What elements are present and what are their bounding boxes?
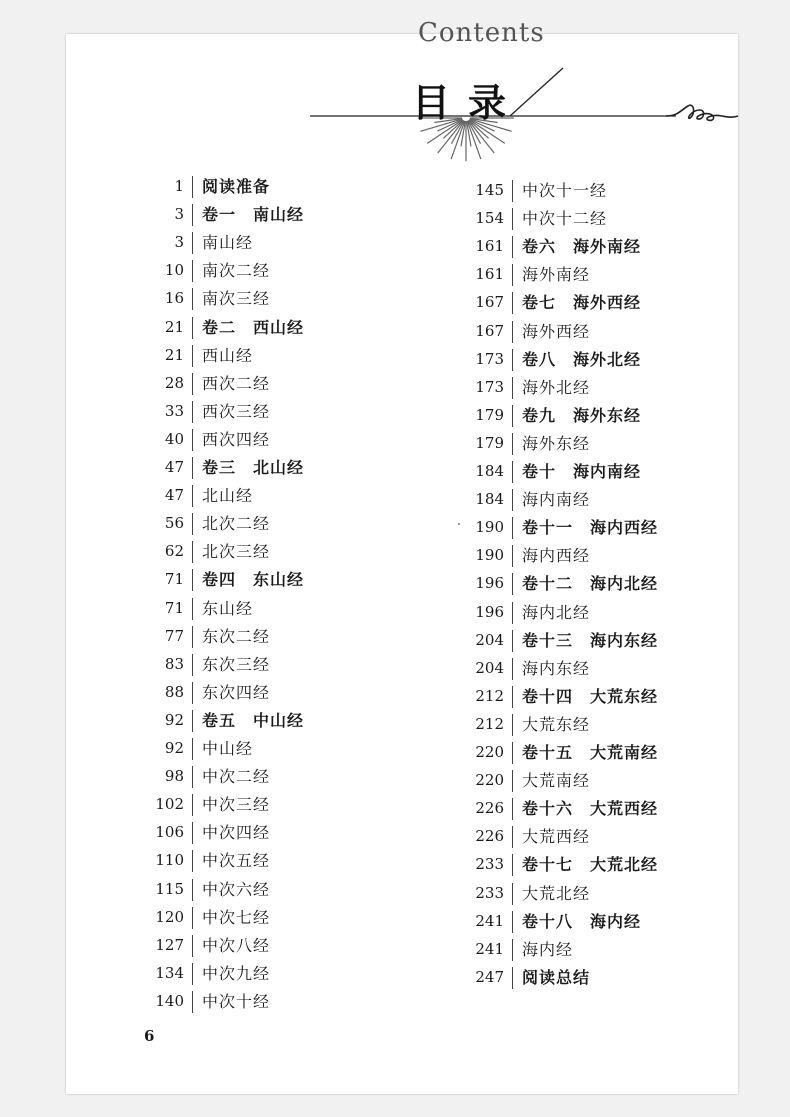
toc-page-number: 21 [164, 317, 184, 336]
toc-entry [444, 431, 704, 459]
toc-entry [126, 680, 386, 708]
toc-page-number: 71 [164, 598, 184, 617]
toc-title: 中次四经 [202, 823, 271, 843]
toc-entry [444, 234, 704, 262]
toc-page-number: 134 [155, 963, 184, 982]
toc-entry [444, 459, 704, 487]
toc-entry [126, 961, 386, 989]
toc-entry [444, 515, 704, 543]
toc-entry [126, 174, 386, 202]
toc-title: 卷九 海外东经 [522, 405, 642, 425]
toc-page-number: 204 [475, 630, 504, 649]
toc-entry [444, 571, 704, 599]
toc-separator [192, 485, 193, 507]
toc-entry [126, 286, 386, 314]
toc-separator [512, 405, 513, 427]
toc-entry [444, 600, 704, 628]
toc-entry [444, 543, 704, 571]
toc-title: 卷五 中山经 [202, 710, 305, 730]
toc-page-number: 179 [475, 433, 504, 452]
toc-entry [444, 206, 704, 234]
toc-entry [444, 824, 704, 852]
toc-page-number: 40 [164, 429, 184, 448]
toc-title: 北山经 [202, 486, 254, 506]
toc-separator [192, 850, 193, 872]
toc-separator [512, 292, 513, 314]
toc-page-number: 83 [164, 654, 184, 673]
toc-page-number: 16 [164, 289, 184, 308]
toc-entry [126, 371, 386, 399]
toc-title: 卷十七 大荒北经 [522, 855, 659, 875]
contents-heading-english: Contents [418, 18, 545, 48]
toc-title: 南山经 [202, 233, 254, 253]
toc-separator [512, 236, 513, 258]
toc-separator [512, 854, 513, 876]
toc-page-number: 127 [155, 935, 184, 954]
toc-separator [512, 349, 513, 371]
toc-entry [126, 202, 386, 230]
toc-entry [126, 933, 386, 961]
toc-title: 东次三经 [202, 654, 271, 674]
toc-separator [512, 180, 513, 202]
toc-entry [126, 624, 386, 652]
toc-title: 中次三经 [202, 795, 271, 815]
toc-separator [192, 654, 193, 676]
toc-entry [126, 764, 386, 792]
toc-title: 卷十八 海内经 [522, 911, 642, 931]
toc-title: 海外西经 [522, 321, 591, 341]
toc-title: 海外北经 [522, 377, 591, 397]
toc-separator [192, 232, 193, 254]
toc-page-number: 233 [475, 883, 504, 902]
toc-title: 大荒南经 [522, 771, 591, 791]
toc-separator [512, 826, 513, 848]
toc-entry [126, 652, 386, 680]
toc-entry [126, 877, 386, 905]
toc-title: 中次九经 [202, 963, 271, 983]
toc-entry [126, 905, 386, 933]
toc-page-number: 71 [164, 570, 184, 589]
toc-separator [192, 991, 193, 1013]
toc-title: 西次三经 [202, 401, 271, 421]
toc-separator [512, 883, 513, 905]
toc-entry [126, 427, 386, 455]
toc-page-number: 196 [475, 574, 504, 593]
toc-separator [192, 794, 193, 816]
toc-title: 卷十 海内南经 [522, 462, 642, 481]
toc-page-number: 21 [164, 345, 184, 364]
toc-title: 西山经 [202, 345, 254, 365]
toc-title: 北次二经 [202, 514, 271, 534]
toc-entry [444, 403, 704, 431]
toc-separator [192, 288, 193, 310]
toc-page-number: 1 [174, 177, 184, 195]
toc-title: 卷七 海外西经 [522, 293, 642, 313]
toc-title: 卷十一 海内西经 [522, 518, 659, 538]
toc-page-number: 173 [475, 377, 504, 396]
toc-entry [444, 347, 704, 375]
toc-separator [512, 545, 513, 567]
toc-entry [444, 796, 704, 824]
toc-title: 南次二经 [202, 261, 271, 281]
print-speck [458, 523, 460, 525]
toc-entry [126, 539, 386, 567]
toc-page-number: 115 [155, 879, 184, 898]
toc-separator [192, 429, 193, 451]
toc-title: 中次五经 [202, 851, 271, 871]
toc-page-number: 92 [164, 739, 184, 757]
toc-entry [126, 455, 386, 483]
toc-page-number: 212 [475, 714, 504, 733]
toc-entry [126, 343, 386, 371]
toc-entry [444, 937, 704, 965]
page-number: 6 [144, 1027, 155, 1045]
toc-entry [444, 375, 704, 403]
toc-title: 中山经 [202, 739, 254, 758]
toc-separator [192, 317, 193, 339]
toc-separator [192, 682, 193, 704]
toc-separator [192, 822, 193, 844]
toc-entry [126, 848, 386, 876]
book-page [66, 18, 738, 1094]
toc-title: 西次二经 [202, 373, 271, 393]
toc-page-number: 98 [164, 767, 184, 786]
toc-separator [512, 602, 513, 624]
toc-entry [444, 656, 704, 684]
toc-entry [444, 768, 704, 796]
toc-page-number: 212 [475, 686, 504, 705]
toc-page-number: 241 [475, 939, 504, 958]
toc-title: 大荒东经 [522, 714, 591, 734]
toc-page-number: 33 [164, 401, 184, 420]
toc-entry [444, 881, 704, 909]
toc-title: 卷六 海外南经 [522, 237, 642, 257]
toc-separator [192, 457, 193, 479]
toc-title: 中次十经 [202, 991, 271, 1011]
toc-separator [192, 907, 193, 929]
toc-entry [126, 258, 386, 286]
toc-separator [512, 264, 513, 286]
toc-title: 东山经 [202, 598, 254, 618]
toc-separator [192, 738, 193, 760]
toc-title: 阅读总结 [522, 967, 591, 987]
toc-separator [192, 598, 193, 620]
toc-entry [444, 290, 704, 318]
toc-separator [192, 373, 193, 395]
toc-page-number: 77 [164, 626, 184, 645]
toc-separator [192, 513, 193, 535]
toc-title: 海外南经 [522, 265, 591, 285]
toc-entry [126, 792, 386, 820]
toc-separator [192, 176, 193, 198]
toc-page-number: 106 [155, 823, 184, 842]
toc-separator [512, 377, 513, 399]
toc-separator [512, 461, 513, 483]
toc-separator [512, 208, 513, 230]
toc-page-number: 173 [475, 349, 504, 368]
toc-page-number: 184 [475, 462, 504, 480]
toc-page-number: 140 [155, 991, 184, 1010]
toc-page-number: 161 [475, 237, 504, 256]
toc-page-number: 102 [155, 795, 184, 814]
toc-title: 卷四 东山经 [202, 570, 305, 590]
toc-entry [126, 736, 386, 764]
toc-page-number: 10 [164, 261, 184, 280]
toc-title: 卷十五 大荒南经 [522, 743, 659, 762]
toc-page-number: 226 [475, 827, 504, 846]
toc-separator [192, 766, 193, 788]
toc-separator [192, 710, 193, 732]
toc-title: 卷三 北山经 [202, 458, 305, 477]
toc-title: 卷十四 大荒东经 [522, 686, 659, 706]
toc-title: 卷二 西山经 [202, 317, 305, 337]
toc-separator [192, 401, 193, 423]
toc-entry [126, 596, 386, 624]
toc-entry [126, 315, 386, 343]
toc-separator [512, 321, 513, 343]
toc-separator [192, 879, 193, 901]
toc-title: 北次三经 [202, 542, 271, 562]
toc-page-number: 154 [475, 209, 504, 228]
toc-title: 阅读准备 [202, 177, 271, 196]
toc-page-number: 120 [155, 907, 184, 926]
toc-entry [444, 628, 704, 656]
toc-page-number: 179 [475, 405, 504, 424]
toc-entry [444, 965, 704, 993]
toc-page-number: 196 [475, 602, 504, 621]
toc-page-number: 247 [475, 967, 504, 986]
toc-separator [512, 489, 513, 511]
toc-separator [512, 573, 513, 595]
toc-separator [512, 630, 513, 652]
toc-page-number: 161 [475, 265, 504, 284]
toc-entry [444, 319, 704, 347]
toc-separator [192, 541, 193, 563]
toc-page-number: 190 [475, 518, 504, 537]
toc-title: 中次十二经 [522, 209, 608, 229]
toc-separator [512, 742, 513, 764]
toc-entry [444, 684, 704, 712]
toc-title: 中次七经 [202, 907, 271, 927]
toc-page-number: 145 [475, 181, 504, 199]
toc-entry [126, 483, 386, 511]
toc-separator [512, 658, 513, 680]
toc-page-number: 92 [164, 710, 184, 729]
toc-separator [192, 345, 193, 367]
toc-entry [444, 909, 704, 937]
toc-entry [444, 712, 704, 740]
toc-title: 海内北经 [522, 602, 591, 622]
toc-separator [192, 935, 193, 957]
toc-separator [192, 260, 193, 282]
toc-separator [192, 204, 193, 226]
toc-page-number: 167 [475, 321, 504, 340]
toc-separator [512, 714, 513, 736]
toc-page-number: 226 [475, 799, 504, 818]
toc-page-number: 167 [475, 293, 504, 312]
toc-title: 卷十二 海内北经 [522, 574, 659, 594]
toc-page-number: 3 [174, 205, 184, 224]
toc-page-number: 3 [174, 233, 184, 252]
toc-title: 大荒西经 [522, 827, 591, 847]
toc-page-number: 62 [164, 542, 184, 561]
toc-page-number: 88 [164, 682, 184, 701]
toc-entry [126, 567, 386, 595]
toc-separator [192, 963, 193, 985]
toc-entry [126, 511, 386, 539]
header-ornament-icon [66, 34, 738, 174]
toc-title: 卷八 海外北经 [522, 349, 642, 369]
toc-page-number: 190 [475, 546, 504, 565]
toc-title: 大荒北经 [522, 883, 591, 903]
toc-title: 中次六经 [202, 879, 271, 899]
toc-entry [444, 262, 704, 290]
toc-separator [512, 517, 513, 539]
toc-entry [126, 708, 386, 736]
toc-page-number: 56 [164, 514, 184, 533]
toc-title: 中次八经 [202, 935, 271, 955]
toc-entry [126, 820, 386, 848]
toc-separator [512, 798, 513, 820]
toc-entry [126, 399, 386, 427]
toc-title: 海内东经 [522, 658, 591, 678]
toc-page-number: 233 [475, 855, 504, 874]
toc-separator [512, 911, 513, 933]
toc-page-number: 47 [164, 458, 184, 476]
toc-title: 海内经 [522, 939, 574, 959]
toc-entry [444, 852, 704, 880]
toc-separator [512, 967, 513, 989]
toc-title: 东次二经 [202, 626, 271, 646]
toc-title: 卷十六 大荒西经 [522, 799, 659, 819]
toc-separator [512, 686, 513, 708]
toc-page-number: 241 [475, 911, 504, 930]
toc-page-number: 220 [475, 743, 504, 761]
toc-separator [512, 433, 513, 455]
toc-title: 海外东经 [522, 433, 591, 453]
toc-title: 海内南经 [522, 490, 591, 510]
toc-entry [126, 230, 386, 258]
toc-separator [192, 626, 193, 648]
toc-entry [444, 740, 704, 768]
toc-page-number: 47 [164, 486, 184, 505]
toc-title: 海内西经 [522, 546, 591, 566]
toc-page-number: 204 [475, 658, 504, 677]
toc-title: 中次二经 [202, 767, 271, 787]
toc-page-number: 184 [475, 490, 504, 509]
toc-separator [512, 939, 513, 961]
toc-title: 西次四经 [202, 429, 271, 449]
toc-title: 南次三经 [202, 289, 271, 309]
toc-entry [444, 487, 704, 515]
toc-title: 中次十一经 [522, 181, 608, 200]
toc-separator [512, 770, 513, 792]
toc-page-number: 110 [155, 851, 184, 870]
toc-entry [444, 178, 704, 206]
toc-entry [126, 989, 386, 1017]
toc-page-number: 220 [475, 771, 504, 790]
toc-title: 卷一 南山经 [202, 205, 305, 225]
toc-page-number: 28 [164, 373, 184, 392]
toc-title: 卷十三 海内东经 [522, 630, 659, 650]
toc-separator [192, 569, 193, 591]
toc-title: 东次四经 [202, 682, 271, 702]
page-title: 目录 [412, 81, 525, 125]
